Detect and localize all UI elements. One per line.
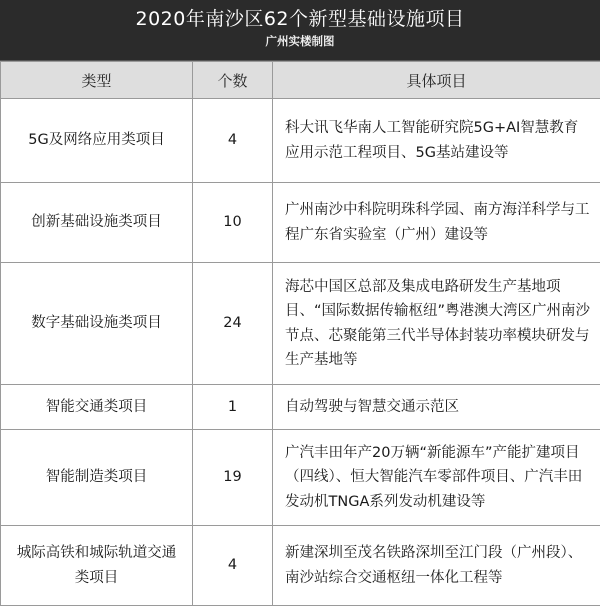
page-title: 2020年南沙区62个新型基础设施项目 bbox=[0, 0, 600, 32]
header-detail: 具体项目 bbox=[273, 62, 600, 99]
table-header-row bbox=[1, 62, 600, 99]
cell-detail: 新建深圳至茂名铁路深圳至江门段（广州段）、南沙站综合交通枢纽一体化工程等 bbox=[273, 526, 600, 606]
cell-detail: 科大讯飞华南人工智能研究院5G+AI智慧教育应用示范工程项目、5G基站建设等 bbox=[273, 99, 600, 183]
cell-count: 4 bbox=[193, 526, 273, 606]
cell-detail: 广州南沙中科院明珠科学园、南方海洋科学与工程广东省实验室（广州）建设等 bbox=[273, 183, 600, 263]
cell-type: 智能制造类项目 bbox=[1, 430, 193, 526]
cell-detail: 自动驾驶与智慧交通示范区 bbox=[273, 385, 600, 430]
table-row bbox=[1, 385, 600, 430]
title-bar bbox=[0, 0, 600, 61]
cell-detail: 广汽丰田年产20万辆“新能源车”产能扩建项目（四线）、恒大智能汽车零部件项目、广汽丰田发动机TNGA系列发动机建设等 bbox=[273, 430, 600, 526]
cell-detail: 海芯中国区总部及集成电路研发生产基地项目、“国际数据传输枢纽”粤港澳大湾区广州南沙节点、芯聚能第三代半导体封装功率模块研发与生产基地等 bbox=[273, 263, 600, 385]
cell-count: 4 bbox=[193, 99, 273, 183]
cell-type: 智能交通类项目 bbox=[1, 385, 193, 430]
header-type: 类型 bbox=[1, 62, 193, 99]
table-row bbox=[1, 263, 600, 385]
cell-count: 24 bbox=[193, 263, 273, 385]
projects-table bbox=[0, 61, 600, 606]
table-row bbox=[1, 99, 600, 183]
cell-type: 数字基础设施类项目 bbox=[1, 263, 193, 385]
cell-type: 创新基础设施类项目 bbox=[1, 183, 193, 263]
table-row bbox=[1, 183, 600, 263]
cell-count: 10 bbox=[193, 183, 273, 263]
cell-type: 城际高铁和城际轨道交通类项目 bbox=[1, 526, 193, 606]
cell-type: 5G及网络应用类项目 bbox=[1, 99, 193, 183]
cell-count: 19 bbox=[193, 430, 273, 526]
table-row bbox=[1, 430, 600, 526]
cell-count: 1 bbox=[193, 385, 273, 430]
table-row bbox=[1, 526, 600, 606]
header-count: 个数 bbox=[193, 62, 273, 99]
source-credit: 广州实楼制图 bbox=[0, 32, 600, 50]
